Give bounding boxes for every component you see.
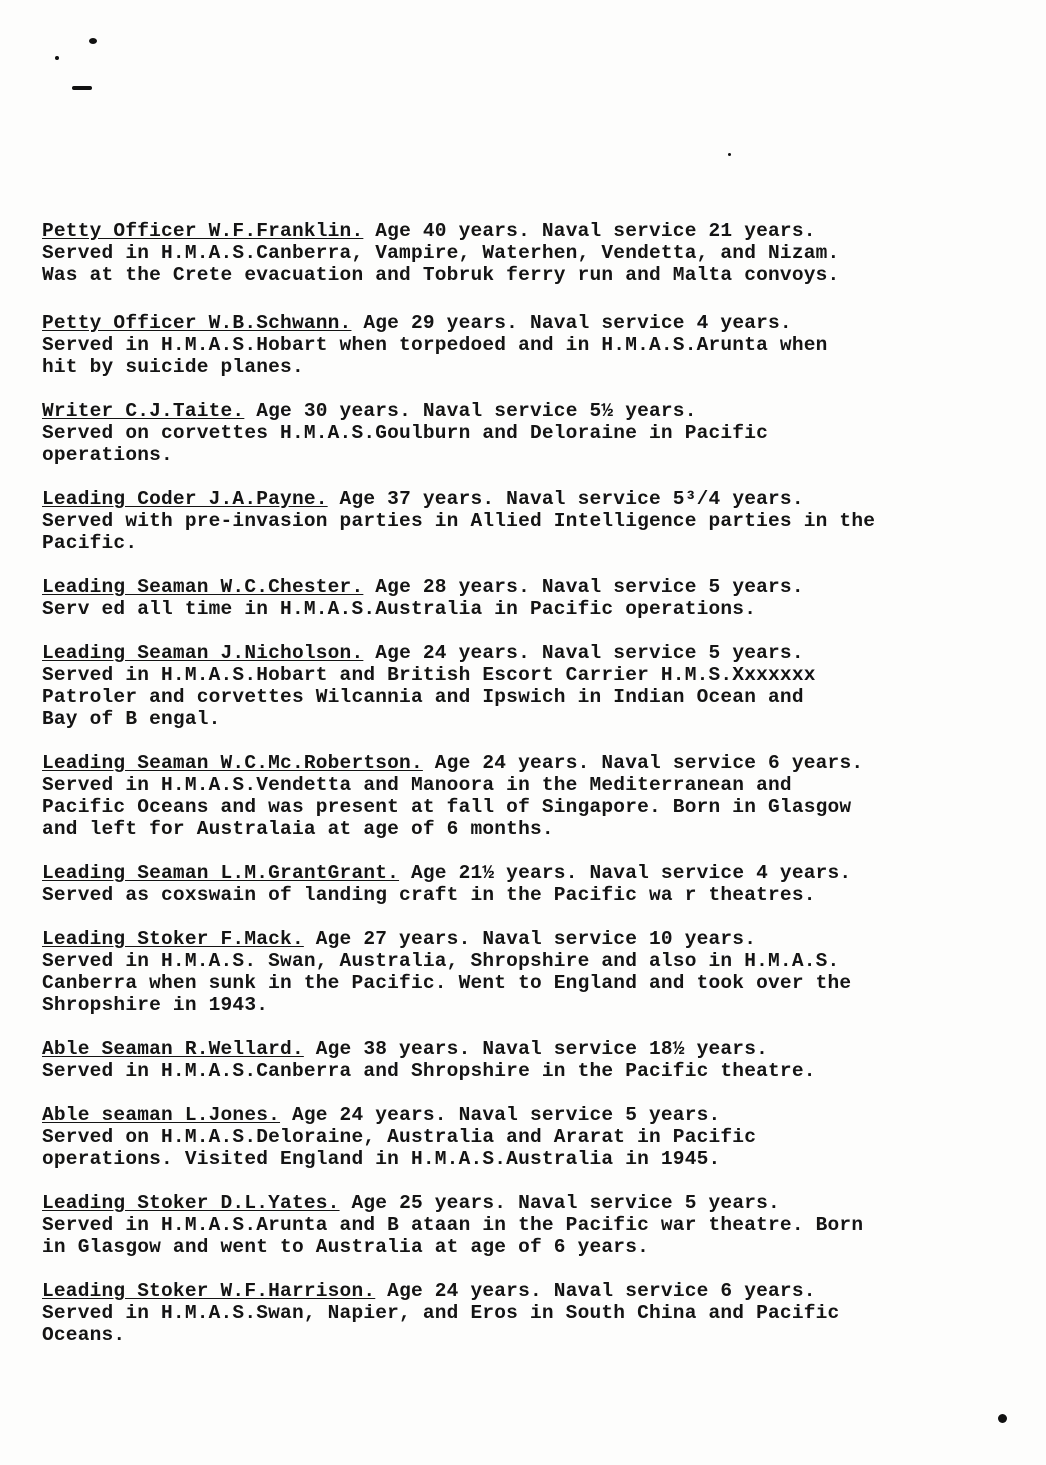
record-summary: Age 25 years. Naval service 5 years.	[339, 1192, 780, 1214]
record-detail-line: Served in H.M.A.S.Arunta and B ataan in the Pacific war theatre. Born	[42, 1214, 864, 1236]
record-name: Leading Seaman W.C.Chester.	[42, 576, 364, 598]
service-record	[42, 1192, 863, 1258]
record-detail-line: Served in H.M.A.S. Swan, Australia, Shropshire and also in H.M.A.S.	[42, 950, 840, 972]
service-record	[42, 1038, 816, 1082]
record-detail-line: Served as coxswain of landing craft in the Pacific wa r theatres.	[42, 884, 816, 906]
record-name: Able Seaman R.Wellard.	[42, 1038, 304, 1060]
speck-mark	[998, 1414, 1007, 1423]
record-summary: Age 29 years. Naval service 4 years.	[351, 312, 792, 334]
speck-mark	[72, 86, 92, 90]
record-summary: Age 24 years. Naval service 5 years.	[363, 642, 804, 664]
service-record	[42, 576, 804, 620]
record-name: Leading Stoker D.L.Yates.	[42, 1192, 340, 1214]
record-detail-line: Oceans.	[42, 1324, 126, 1346]
record-detail-line: hit by suicide planes.	[42, 356, 304, 378]
record-detail-line: Served in H.M.A.S.Vendetta and Manoora in the Mediterranean and	[42, 774, 792, 796]
record-summary: Age 37 years. Naval service 5³/4 years.	[327, 488, 804, 510]
record-name: Leading Coder J.A.Payne.	[42, 488, 328, 510]
record-name: Leading Seaman J.Nicholson.	[42, 642, 364, 664]
record-name: Petty Officer W.B.Schwann.	[42, 312, 352, 334]
record-detail-line: Served with pre-invasion parties in Allied Intelligence parties in the	[42, 510, 876, 532]
record-detail-line: Pacific.	[42, 532, 138, 554]
speck-mark	[89, 38, 97, 44]
record-summary: Age 24 years. Naval service 6 years.	[422, 752, 864, 774]
record-name: Writer C.J.Taite.	[42, 400, 245, 422]
record-detail-line: Pacific Oceans and was present at fall of Singapore. Born in Glasgow	[42, 796, 852, 818]
record-detail-line: and left for Australaia at age of 6 months.	[42, 818, 554, 840]
record-name: Leading Stoker W.F.Harrison.	[42, 1280, 376, 1302]
record-detail-line: Bay of B engal.	[42, 708, 221, 730]
record-name: Leading Seaman W.C.Mc.Robertson.	[42, 752, 423, 774]
record-detail-line: Served on corvettes H.M.A.S.Goulburn and Deloraine in Pacific	[42, 422, 769, 444]
record-summary: Age 21½ years. Naval service 4 years.	[399, 862, 852, 884]
record-summary: Age 38 years. Naval service 18½ years.	[303, 1038, 769, 1060]
speck-mark	[728, 153, 731, 156]
record-detail-line: Served on H.M.A.S.Deloraine, Australia and Ararat in Pacific	[42, 1126, 757, 1148]
record-summary: Age 30 years. Naval service 5½ years.	[244, 400, 697, 422]
service-record	[42, 400, 768, 466]
record-summary: Age 27 years. Naval service 10 years.	[303, 928, 757, 950]
service-record	[42, 1104, 756, 1170]
record-detail-line: Served in H.M.A.S.Hobart when torpedoed and in H.M.A.S.Arunta when	[42, 334, 828, 356]
record-detail-line: in Glasgow and went to Australia at age of 6 years.	[42, 1236, 649, 1258]
record-summary: Age 40 years. Naval service 21 years.	[363, 220, 816, 242]
record-detail-line: Canberra when sunk in the Pacific. Went to England and took over the	[42, 972, 852, 994]
service-record	[42, 862, 851, 906]
service-record	[42, 752, 863, 840]
record-detail-line: Served in H.M.A.S.Canberra, Vampire, Waterhen, Vendetta, and Nizam.	[42, 242, 840, 264]
record-detail-line: Patroler and corvettes Wilcannia and Ipswich in Indian Ocean and	[42, 686, 804, 708]
service-record	[42, 928, 851, 1016]
record-name: Able seaman L.Jones.	[42, 1104, 281, 1126]
record-detail-line: operations. Visited England in H.M.A.S.Australia in 1945.	[42, 1148, 721, 1170]
record-detail-line: Shropshire in 1943.	[42, 994, 269, 1016]
record-name: Leading Stoker F.Mack.	[42, 928, 304, 950]
record-summary: Age 24 years. Naval service 5 years.	[280, 1104, 721, 1126]
record-summary: Age 24 years. Naval service 6 years.	[375, 1280, 816, 1302]
record-detail-line: Served in H.M.A.S.Canberra and Shropshire in the Pacific theatre.	[42, 1060, 816, 1082]
service-record	[42, 220, 839, 286]
service-record	[42, 488, 875, 554]
record-name: Leading Seaman L.M.GrantGrant.	[42, 862, 400, 884]
speck-mark	[55, 56, 59, 60]
service-record	[42, 642, 816, 730]
service-record	[42, 1280, 839, 1346]
record-detail-line: Served in H.M.A.S.Hobart and British Escort Carrier H.M.S.Xxxxxxx	[42, 664, 816, 686]
record-detail-line: Served in H.M.A.S.Swan, Napier, and Eros in South China and Pacific	[42, 1302, 840, 1324]
record-name: Petty Officer W.F.Franklin.	[42, 220, 364, 242]
service-record	[42, 312, 828, 378]
record-summary: Age 28 years. Naval service 5 years.	[363, 576, 804, 598]
record-detail-line: operations.	[42, 444, 173, 466]
record-detail-line: Serv ed all time in H.M.A.S.Australia in Pacific operations.	[42, 598, 757, 620]
record-detail-line: Was at the Crete evacuation and Tobruk ferry run and Malta convoys.	[42, 264, 840, 286]
